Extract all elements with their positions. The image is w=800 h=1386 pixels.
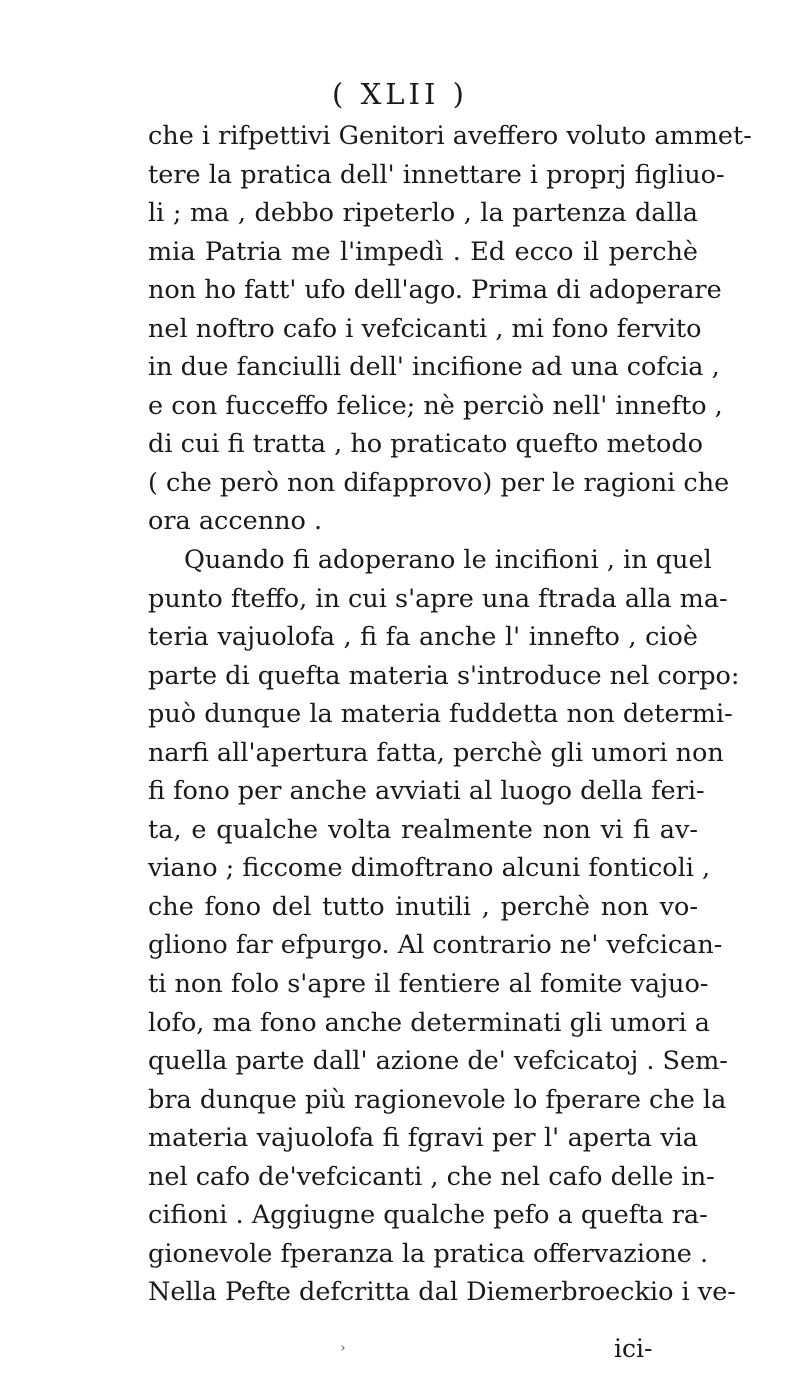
text-line: teria vajuolofa , fi fa anche l' innefto , cioè bbox=[148, 622, 698, 653]
text-line: e con fucceffo felice; nè perciò nell' innefto , bbox=[148, 390, 723, 421]
text-line: cifioni . Aggiugne qualche pefo a quefta ra- bbox=[148, 1200, 708, 1231]
page-marker: › bbox=[340, 1340, 346, 1356]
text-line: narfi all'apertura fatta, perchè gli umori non bbox=[148, 737, 724, 768]
text-line: Quando fi adoperano le incifioni , in quel bbox=[184, 545, 712, 576]
text-line: Nella Pefte defcritta dal Diemerbroeckio i ve- bbox=[148, 1277, 736, 1308]
text-line: parte di quefta materia s'introduce nel corpo: bbox=[148, 660, 740, 691]
text-line: mia Patria me l'impedì . Ed ecco il perchè bbox=[148, 236, 698, 267]
text-line: gliono far efpurgo. Al contrario ne' vefcican- bbox=[148, 930, 723, 961]
text-line: che fono del tutto inutili , perchè non vo- bbox=[148, 891, 698, 922]
catchword: ici- bbox=[614, 1334, 653, 1363]
text-line: in due fanciulli dell' incifione ad una cofcia , bbox=[148, 352, 720, 383]
text-line: ora accenno . bbox=[148, 506, 323, 537]
page-header: ( XLII ) bbox=[332, 77, 468, 111]
text-line: lofo, ma fono anche determinati gli umori a bbox=[148, 1007, 710, 1038]
text-line: di cui fi tratta , ho praticato quefto metodo bbox=[148, 429, 704, 460]
text-line: punto fteffo, in cui s'apre una ftrada alla ma- bbox=[148, 583, 728, 614]
text-line: bra dunque più ragionevole lo fperare che la bbox=[148, 1084, 727, 1115]
text-line: nel noftro cafo i vefcicanti , mi fono fervito bbox=[148, 313, 702, 344]
text-line: ta, e qualche volta realmente non vi fi av- bbox=[148, 814, 698, 845]
text-line: che i rifpettivi Genitori aveffero voluto ammet- bbox=[148, 121, 752, 151]
text-line: tere la pratica dell' innettare i proprj figliuo- bbox=[148, 159, 725, 190]
body-text bbox=[148, 117, 752, 1312]
text-line: può dunque la materia fuddetta non determi- bbox=[148, 699, 733, 730]
text-line: materia vajuolofa fi fgravi per l' aperta via bbox=[148, 1123, 698, 1154]
text-line: ti non folo s'apre il fentiere al fomite vajuo- bbox=[148, 969, 709, 1000]
text-line: nel cafo de'vefcicanti , che nel cafo delle in- bbox=[148, 1161, 715, 1192]
text-line: fi fono per anche avviati al luogo della feri- bbox=[148, 776, 705, 807]
text-line: quella parte dall' azione de' vefcicatoj . Sem- bbox=[148, 1046, 728, 1077]
text-line: viano ; ficcome dimoftrano alcuni fonticoli , bbox=[148, 853, 711, 884]
text-line: non ho fatt' ufo dell'ago. Prima di adoperare bbox=[148, 275, 722, 306]
text-line: li ; ma , debbo ripeterlo , la partenza dalla bbox=[148, 198, 698, 229]
text-line: ( che però non difapprovo) per le ragioni che bbox=[148, 467, 730, 498]
text-line: gionevole fperanza la pratica offervazione . bbox=[148, 1238, 709, 1269]
